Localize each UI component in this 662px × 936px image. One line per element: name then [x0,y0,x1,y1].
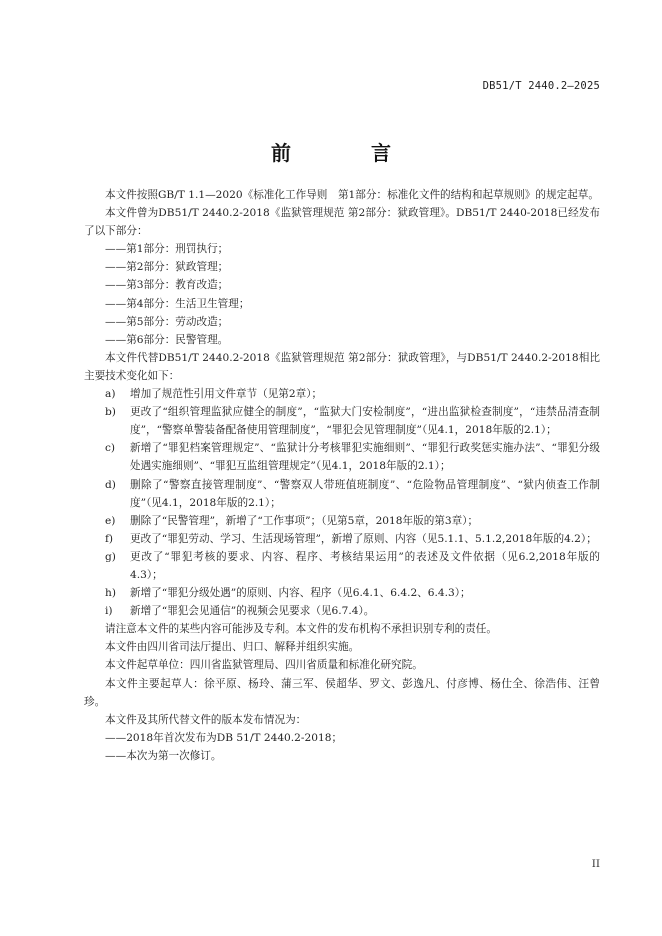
parts-list [84,240,600,349]
change-item [84,385,600,403]
history-list [84,729,600,765]
paragraph-drafting-units: 本文件起草单位：四川省监狱管理局、四川省质量和标准化研究院。 [105,659,423,672]
change-marker: g) [105,550,116,563]
change-marker: d) [105,478,116,491]
list-item: ——第5部分：劳动改造； [105,315,229,328]
change-marker: c) [105,442,116,455]
change-text: 删除了“警察直接管理制度”、“警察双人带班值班制度”、“危险物品管理制度”、“狱内侦查工作制度”（见4.1，2018年版的2.1）； [130,478,600,509]
change-text: 新增了“罪犯会见通信”的视频会见要求（见6.7.4）。 [130,605,375,618]
paragraph-proposer: 本文件由四川省司法厅提出、归口、解释并组织实施。 [105,641,360,654]
page-number: II [591,858,600,870]
paragraph-changes-intro: 本文件代替DB51/T 2440.2-2018《监狱管理规范 第2部分：狱政管理》，与DB51/T 2440.2-2018相比主要技术变化如下： [84,351,600,382]
change-text: 新增了“罪犯档案管理规定”、“监狱计分考核罪犯实施细则”、“罪犯行政奖惩实施办法”、“罪犯分级处遇实施细则”、“罪犯互监组管理规定”（见4.1，2018年版的2.1）； [130,442,600,473]
paragraph-previous-version: 本文件曾为DB51/T 2440.2-2018《监狱管理规范 第2部分：狱政管理》。DB51/T 2440-2018已经发布了以下部分： [84,207,600,238]
change-item [84,530,600,548]
change-item [84,584,600,602]
list-item: ——本次为第一次修订。 [105,749,222,762]
change-marker: e) [105,514,116,527]
page-title: 前 言 [271,141,421,165]
change-item [84,439,600,475]
change-marker: h) [105,587,116,600]
paragraph-history-intro: 本文件及其所代替文件的版本发布情况为： [105,713,307,726]
change-marker: i) [105,605,113,618]
change-marker: a) [105,388,116,401]
list-item: ——第3部分：教育改造； [105,279,229,292]
changes-list [84,385,600,620]
paragraph-drafters: 本文件主要起草人：徐平原、杨玲、蒲三军、侯超华、罗文、彭逸凡、付彦博、杨仕全、徐浩伟、汪曾珍。 [84,677,600,708]
change-item [84,512,600,530]
paragraph-patent-notice: 请注意本文件的某些内容可能涉及专利。本文件的发布机构不承担识别专利的责任。 [105,623,497,636]
change-text: 新增了“罪犯分级处遇”的原则、内容、程序（见6.4.1、6.4.2、6.4.3）； [130,587,471,600]
change-marker: f) [105,532,114,545]
list-item: ——第6部分：民警管理。 [105,333,229,346]
change-text: 更改了“组织管理监狱应健全的制度”，“监狱大门安检制度”，“进出监狱检查制度”，“违禁品清查制度”，“警察单警装备配备使用管理制度”，“罪犯会见管理制度”（见4.1，2018年版的2.1）； [130,406,600,437]
paragraph-drafting-rules: 本文件按照GB/T 1.1—2020《标准化工作导则 第1部分：标准化文件的结构和起草规则》的规定起草。 [105,189,599,201]
list-item: ——第2部分：狱政管理； [105,261,229,274]
change-item [84,548,600,584]
change-text: 更改了“罪犯考核的要求、内容、程序、考核结果运用”的表述及文件依据（见6.2,2018年版的4.3）； [130,550,600,581]
change-item [84,403,600,439]
change-item [84,602,600,620]
document-code: DB51/T 2440.2—2025 [482,80,600,92]
change-text: 增加了规范性引用文件章节（见第2章）； [130,388,323,401]
change-text: 删除了“民警管理”，新增了“工作事项”；（见第5章，2018年版的第3章）； [130,514,479,527]
list-item: ——2018年首次发布为DB 51/T 2440.2-2018； [105,731,343,744]
change-marker: b) [105,406,116,419]
foreword-body [84,186,600,765]
change-text: 更改了“罪犯劳动、学习、生活现场管理”，新增了原则、内容（见5.1.1、5.1.2,2018年版的4.2）； [130,532,597,545]
list-item: ——第1部分：刑罚执行； [105,243,229,256]
change-item [84,476,600,512]
list-item: ——第4部分：生活卫生管理； [105,297,250,310]
